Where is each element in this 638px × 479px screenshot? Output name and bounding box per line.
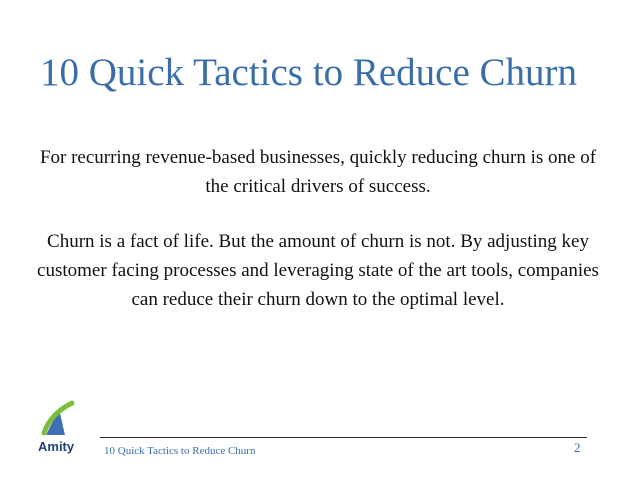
body-paragraph: Churn is a fact of life. But the amount of churn is not. By adjusting key customer facing processes and leveraging state of the art tools, companies can reduce their churn down to the optimal level. — [37, 231, 599, 310]
page-number: 2 — [574, 440, 581, 455]
intro-paragraph: For recurring revenue-based businesses, quickly reducing churn is one of the critical drivers of success. — [39, 147, 597, 197]
footer-divider — [100, 437, 587, 438]
amity-logo — [32, 395, 90, 455]
amity-logo-icon — [32, 395, 90, 455]
logo-wordmark: Amity — [38, 439, 75, 454]
slide-title: 10 Quick Tactics to Reduce Churn — [40, 51, 578, 94]
footer-title: 10 Quick Tactics to Reduce Churn — [104, 445, 256, 457]
